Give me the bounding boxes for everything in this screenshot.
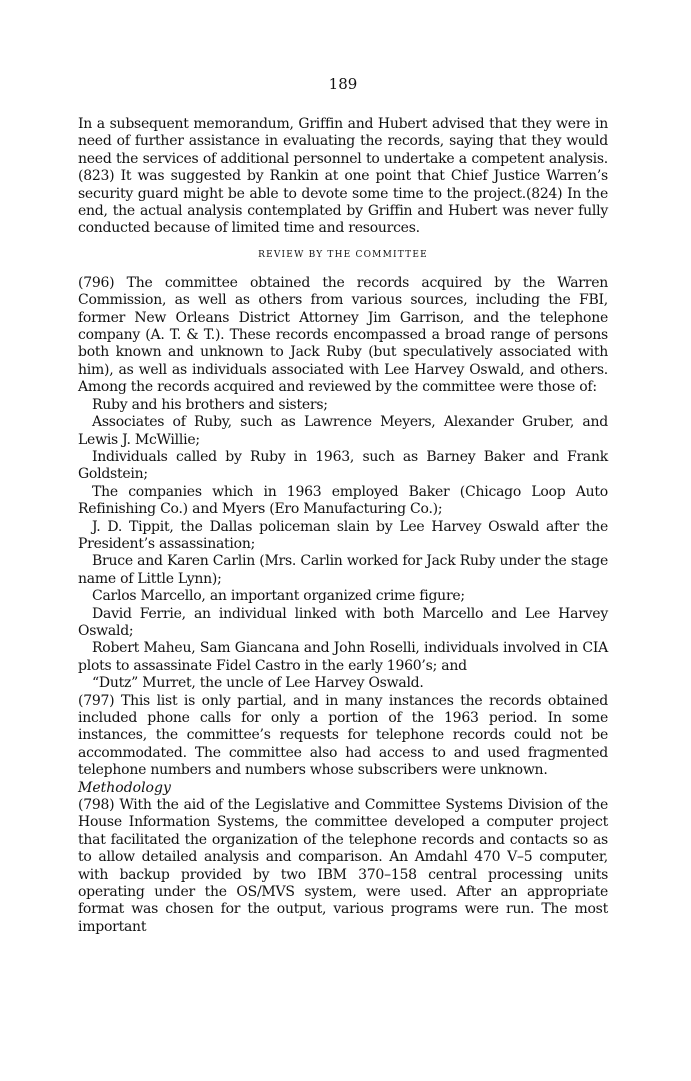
section-heading: REVIEW BY THE COMMITTEE <box>258 249 428 260</box>
page-number: 189 <box>328 75 358 93</box>
list-item: Associates of Ruby, such as Lawrence Meyers, Alexander Gruber, and Lewis J. McWillie; <box>78 414 608 448</box>
document-page <box>78 74 608 936</box>
paragraph-796: (796) The committee obtained the records acquired by the Warren Commission, as well as others from various sources, including the FBI, former New Orleans District Attorney Jim Garrison, and the telephone company (A. T. & T.). These records encompassed a broad range of persons both known and unknown to Jack Ruby (but speculatively associated with him), as well as individuals associated with Lee Harvey Oswald, and others. Among the records acquired and reviewed by the committee were those of: <box>78 274 608 396</box>
intro-paragraph: In a subsequent memorandum, Griffin and Hubert advised that they were in need of further assistance in evaluating the records, saying that they would need the services of additional personnel to undertake a competent analysis.(823) It was suggested by Rankin at one point that Chief Justice Warren’s security guard might be able to devote some time to the project.(824) In the end, the actual analysis contemplated by Griffin and Hubert was never fully conducted because of limited time and resources. <box>78 116 608 237</box>
list-item: Individuals called by Ruby in 1963, such as Barney Baker and Frank Goldstein; <box>78 448 608 483</box>
list-item: Carlos Marcello, an important organized crime figure; <box>92 588 465 605</box>
list-item: Ruby and his brothers and sisters; <box>92 396 328 413</box>
list-item: J. D. Tippit, the Dallas policeman slain by Lee Harvey Oswald after the President’s assassination; <box>78 518 608 552</box>
paragraph-797: (797) This list is only partial, and in many instances the records obtained included phone calls for only a portion of the 1963 period. In some instances, the committee’s requests for telephone records could not be accommodated. The committee also had access to and used fragmented telephone numbers and numbers whose subscribers were unknown. <box>78 692 608 779</box>
list-item: Robert Maheu, Sam Giancana and John Roselli, individuals involved in CIA plots to assassinate Fidel Castro in the early 1960’s; and <box>78 640 608 674</box>
list-item: David Ferrie, an individual linked with both Marcello and Lee Harvey Oswald; <box>78 605 608 639</box>
methodology-subheading: Methodology <box>78 779 171 796</box>
list-item: Bruce and Karen Carlin (Mrs. Carlin worked for Jack Ruby under the stage name of Little Lynn); <box>78 553 608 587</box>
paragraph-798: (798) With the aid of the Legislative and Committee Systems Division of the House Information Systems, the committee developed a computer project that facilitated the organization of the telephone records and contacts so as to allow detailed analysis and comparison. An Amdahl 470 V–5 computer, with backup provided by two IBM 370–158 central processing units operating under the OS/MVS system, were used. After an appropriate format was chosen for the output, various programs were run. The most important <box>78 797 608 935</box>
list-item: The companies which in 1963 employed Baker (Chicago Loop Auto Refinishing Co.) and Myers (Ero Manufacturing Co.); <box>78 483 608 518</box>
list-item: “Dutz” Murret, the uncle of Lee Harvey Oswald. <box>92 675 424 692</box>
records-list <box>78 397 608 693</box>
